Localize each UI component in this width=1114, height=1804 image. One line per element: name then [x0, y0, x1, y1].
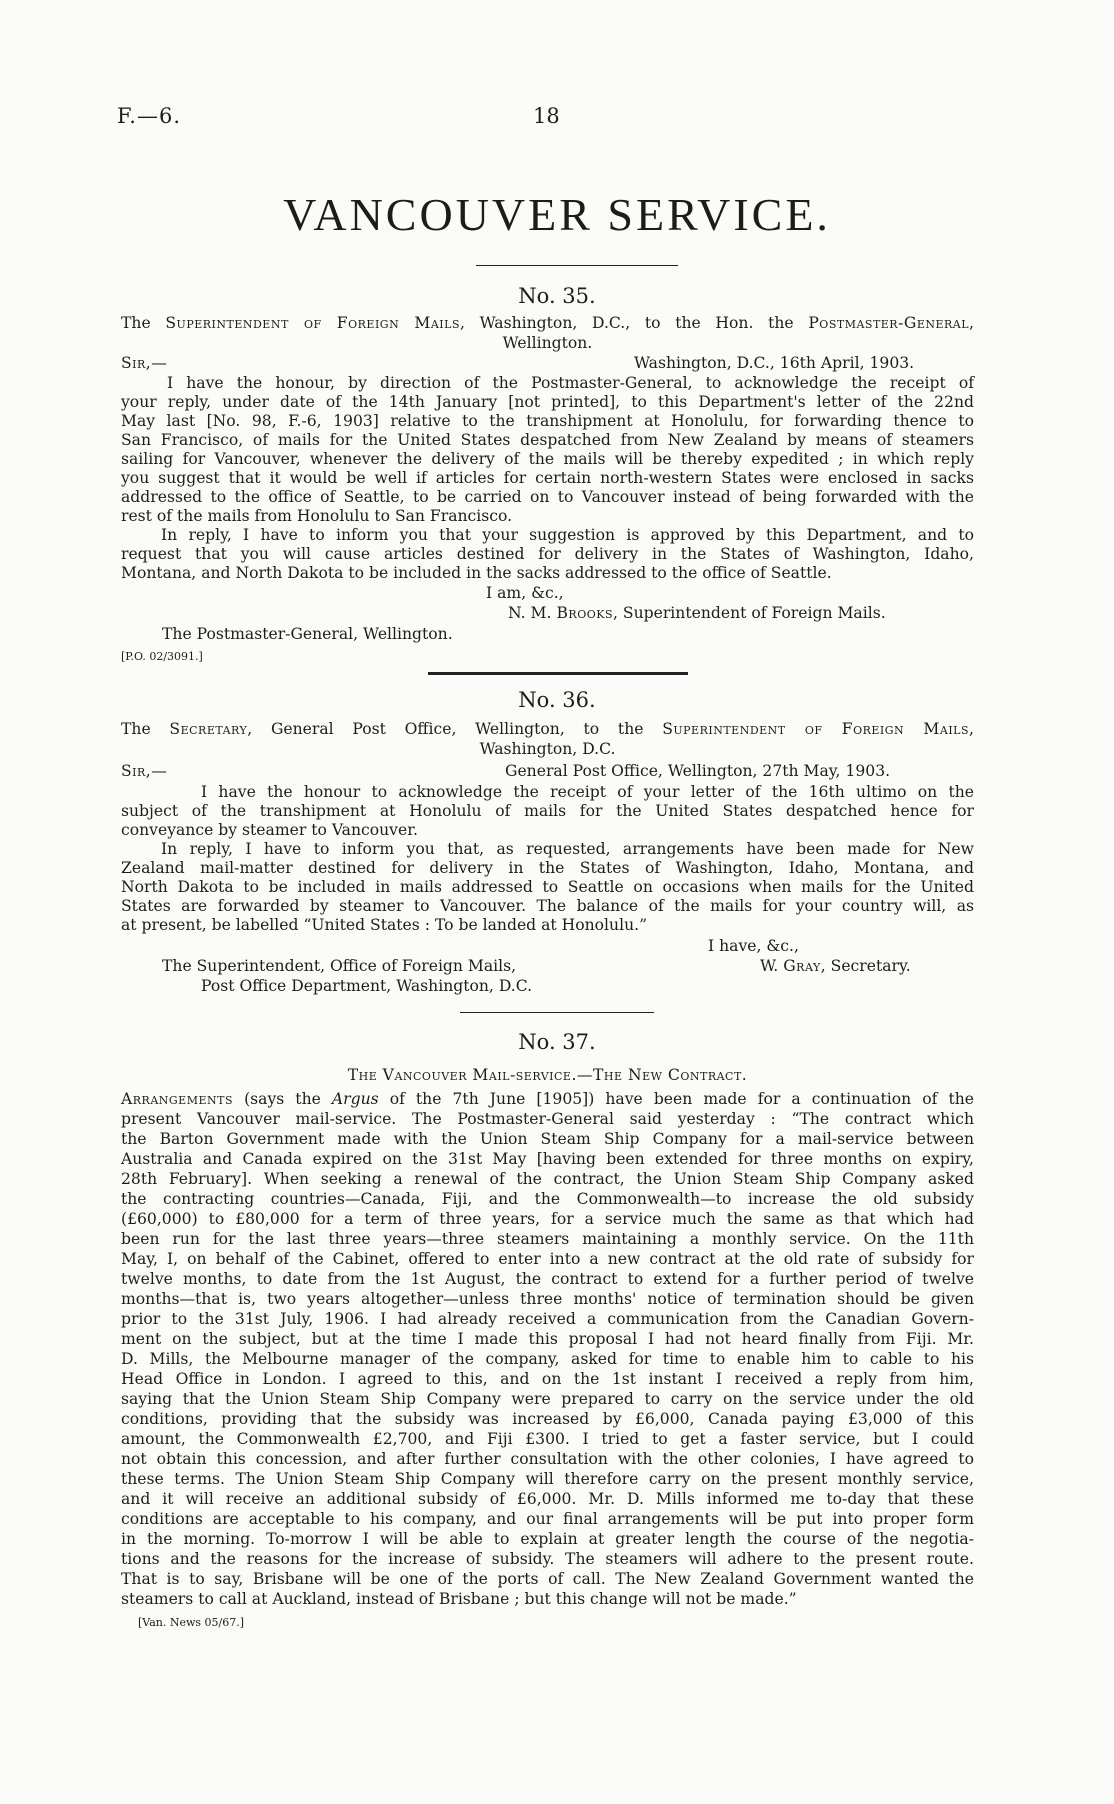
letter-36-dateline: General Post Office, Wellington, 27th May, 1903. [505, 762, 891, 780]
letter-37-body-line: Head Office in London. I agreed to this, and on the 1st instant I received a reply from him, [121, 1370, 974, 1388]
letter-37-body-line: 28th February]. When seeking a renewal of the contract, the Union Steam Ship Company asked [121, 1170, 974, 1188]
letter-37-body-line: conditions are acceptable to his company, and our final arrangements will be put into proper form [121, 1510, 974, 1528]
page-number: 18 [533, 104, 560, 128]
letter-35-body-line: you suggest that it would be well if articles for certain north-western States were enclosed in sacks [121, 469, 974, 487]
letter-37-body-line: amount, the Commonwealth £2,700, and Fiji £300. I tried to get a faster service, but I could [121, 1430, 974, 1448]
letter-35-body-line: I have the honour, by direction of the Postmaster-General, to acknowledge the receipt of [167, 374, 974, 392]
letter-37-body-line: ment on the subject, but at the time I made this proposal I had not heard finally from Fiji. Mr. [121, 1330, 974, 1348]
letter-36-body-line: subject of the transhipment at Honolulu of mails for the United States despatched hence for [121, 802, 974, 820]
letter-36-number: No. 36. [518, 688, 596, 712]
letter-36-heading-line2: Washington, D.C. [479, 740, 616, 758]
letter-35-body-line: request that you will cause articles destined for delivery in the States of Washington, Idaho, [121, 545, 974, 563]
letter-37-body-line: conditions, providing that the subsidy was increased by £6,000, Canada paying £3,000 of this [121, 1410, 974, 1428]
letter-35-body-line: In reply, I have to inform you that your suggestion is approved by this Department, and to [161, 526, 974, 544]
letter-36-signature: W. Gray, Secretary. [760, 957, 911, 975]
letter-35-heading-line2: Wellington. [502, 334, 593, 352]
letter-35-body-line: rest of the mails from Honolulu to San Francisco. [121, 507, 513, 525]
letter-35-number: No. 35. [518, 284, 596, 308]
letter-37-body-line: the Barton Government made with the Union Steam Ship Company for a mail-service between [121, 1130, 974, 1148]
document-reference: F.—6. [117, 104, 182, 128]
letter-37-body-line: the contracting countries—Canada, Fiji, and the Commonwealth—to increase the old subsidy [121, 1190, 974, 1208]
letter-36-body-line: In reply, I have to inform you that, as requested, arrangements have been made for New [161, 840, 974, 858]
letter-35-body-line: San Francisco, of mails for the United States despatched from New Zealand by means of steamers [121, 431, 974, 449]
letter-37-file-ref: [Van. News 05/67.] [138, 1616, 245, 1629]
letter-35-salutation: Sir,— [121, 354, 168, 372]
letter-35-heading: The Superintendent of Foreign Mails, Washington, D.C., to the Hon. the Postmaster-General, [121, 314, 974, 332]
title-rule [476, 265, 678, 266]
letter-37-body-line: steamers to call at Auckland, instead of Brisbane ; but this change will not be made.” [121, 1590, 797, 1608]
letter-37-body-line: and it will receive an additional subsidy of £6,000. Mr. D. Mills informed me to-day that these [121, 1490, 974, 1508]
section-rule [460, 1012, 654, 1013]
letter-36-addressee-line2: Post Office Department, Washington, D.C. [201, 977, 533, 995]
letter-37-body-line: Australia and Canada expired on the 31st May [having been extended for three months on expiry, [121, 1150, 974, 1168]
letter-37-body-line: these terms. The Union Steam Ship Company will therefore carry on the present monthly service, [121, 1470, 974, 1488]
letter-35-body-line: sailing for Vancouver, whenever the delivery of the mails will be thereby expedited ; in which reply [121, 450, 974, 468]
letter-36-salutation: Sir,— [121, 762, 168, 780]
letter-37-body-line: (£60,000) to £80,000 for a term of three years, for a service much the same as that which had [121, 1210, 974, 1228]
letter-35-file-ref: [P.O. 02/3091.] [121, 650, 203, 663]
letter-35-dateline: Washington, D.C., 16th April, 1903. [634, 354, 915, 372]
letter-37-body-line: That is to say, Brisbane will be one of the ports of call. The New Zealand Government wanted the [121, 1570, 974, 1588]
letter-36-body-line: States are forwarded by steamer to Vancouver. The balance of the mails for your country will, as [121, 897, 974, 915]
letter-36-body-line: Zealand mail-matter destined for delivery in the States of Washington, Idaho, Montana, and [121, 859, 974, 877]
letter-37-body-line: saying that the Union Steam Ship Company were prepared to carry on the service under the old [121, 1390, 974, 1408]
letter-37-lead-line: Arrangements (says the Argus of the 7th June [1905]) have been made for a continuation of the [121, 1090, 974, 1108]
letter-37-body-line: twelve months, to date from the 1st August, the contract to extend for a further period of twelve [121, 1270, 974, 1288]
page-title: VANCOUVER SERVICE. [283, 189, 831, 240]
letter-36-body-line: conveyance by steamer to Vancouver. [121, 821, 418, 839]
letter-36-heading: The Secretary, General Post Office, Wellington, to the Superintendent of Foreign Mails, [121, 720, 974, 738]
letter-37-body-line: prior to the 31st July, 1906. I had already received a communication from the Canadian Govern- [121, 1310, 974, 1328]
letter-37-body-line: May, I, on behalf of the Cabinet, offered to enter into a new contract at the old rate of subsidy for [121, 1250, 974, 1268]
letter-37-number: No. 37. [518, 1030, 596, 1054]
section-rule [428, 672, 688, 675]
letter-36-body-line: I have the honour to acknowledge the receipt of your letter of the 16th ultimo on the [201, 783, 974, 801]
letter-37-body-line: not obtain this concession, and after further consultation with the other colonies, I have agreed to [121, 1450, 974, 1468]
letter-36-addressee-line1: The Superintendent, Office of Foreign Mails, [162, 957, 517, 975]
letter-35-body-line: Montana, and North Dakota to be included in the sacks addressed to the office of Seattle. [121, 564, 832, 582]
letter-35-body-line: your reply, under date of the 14th January [not printed], to this Department's letter of the 22nd [121, 393, 974, 411]
letter-36-closing: I have, &c., [708, 937, 799, 955]
letter-37-subheading: The Vancouver Mail-service.—The New Contract. [347, 1066, 748, 1084]
letter-37-body-line: months—that is, two years altogether—unless three months' notice of termination should be given [121, 1290, 974, 1308]
letter-36-body-line: North Dakota to be included in mails addressed to Seattle on occasions when mails for the United [121, 878, 974, 896]
letter-37-body-line: been run for the last three years—three steamers maintaining a monthly service. On the 11th [121, 1230, 974, 1248]
letter-37-body-line: tions and the reasons for the increase of subsidy. The steamers will adhere to the present route. [121, 1550, 974, 1568]
letter-35-signature: N. M. Brooks, Superintendent of Foreign Mails. [508, 604, 886, 622]
letter-37-body-line: D. Mills, the Melbourne manager of the company, asked for time to enable him to cable to his [121, 1350, 974, 1368]
letter-35-body-line: May last [No. 98, F.-6, 1903] relative to the transhipment at Honolulu, for forwarding thence to [121, 412, 974, 430]
letter-37-body-line: in the morning. To-morrow I will be able to explain at greater length the course of the negotia- [121, 1530, 974, 1548]
letter-35-closing: I am, &c., [486, 584, 564, 602]
letter-35-body-line: addressed to the office of Seattle, to be carried on to Vancouver instead of being forwarded with the [121, 488, 974, 506]
letter-37-body-line: present Vancouver mail-service. The Postmaster-General said yesterday : “The contract which [121, 1110, 974, 1128]
letter-36-body-line: at present, be labelled “United States : To be landed at Honolulu.” [121, 916, 648, 934]
letter-35-addressee: The Postmaster-General, Wellington. [162, 625, 453, 643]
